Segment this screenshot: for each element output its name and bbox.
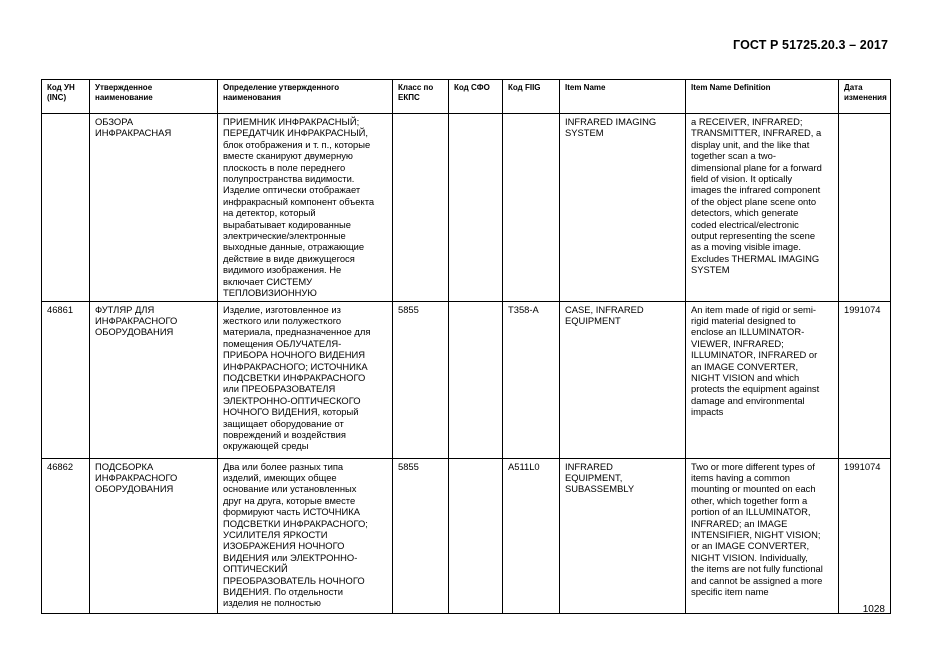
cell-class — [393, 301, 449, 458]
cell-item-definition — [686, 301, 839, 458]
page-number: 1028 — [862, 604, 885, 615]
cell-fiig — [503, 458, 560, 613]
cell-inc — [42, 301, 90, 458]
cell-fiig — [503, 114, 560, 302]
cell-definition — [218, 301, 393, 458]
cell-item-name — [560, 301, 686, 458]
cell-item-definition — [686, 114, 839, 302]
cell-class-text: 5855 — [398, 460, 419, 472]
cell-item-definition-text: a RECEIVER, INFRARED; TRANSMITTER, INFRARED, a display unit, and the like that together scan a two- dimensional plane for a forward field of vision. It optically images the infrared component of the object plane scene onto detectors, which generate coded electrical/electronic output representing the scene as a moving visible image. Excludes THERMAL IMAGING SYSTEM — [691, 116, 822, 276]
cell-fiig-text: T358-A — [508, 303, 539, 315]
header-inc: Код УН (INC) — [42, 80, 90, 114]
cell-date-text: 1991074 — [844, 303, 881, 315]
cell-sfo — [449, 301, 503, 458]
cell-item-name-text: INFRARED EQUIPMENT, SUBASSEMBLY — [565, 460, 635, 495]
cell-inc — [42, 114, 90, 302]
cell-approved-name-text: ОБЗОРА ИНФРАКРАСНАЯ — [95, 116, 172, 139]
table-row — [42, 301, 891, 458]
cell-definition — [218, 114, 393, 302]
nomenclature-table — [41, 79, 891, 614]
cell-item-name — [560, 114, 686, 302]
cell-approved-name — [90, 458, 218, 613]
cell-date — [839, 301, 891, 458]
header-approved-name-definition: Определение утвержденного наименования — [218, 80, 393, 114]
cell-class — [393, 114, 449, 302]
header-fiig-code: Код FIIG — [503, 80, 560, 114]
cell-approved-name-text: ФУТЛЯР ДЛЯ ИНФРАКРАСНОГО ОБОРУДОВАНИЯ — [95, 303, 178, 338]
cell-item-definition-text: An item made of rigid or semi- rigid material designed to enclose an ILLUMINATOR- VIEWER, INFRARED; ILLUMINATOR, INFRARED or an IMAGE CONVERTER, NIGHT VISION and which protects the equipment against damage and environmental impacts — [691, 303, 820, 418]
cell-item-name-text: CASE, INFRARED EQUIPMENT — [565, 303, 644, 326]
header-approved-name: Утвержденное наименование — [90, 80, 218, 114]
cell-inc — [42, 458, 90, 613]
header-item-name-definition: Item Name Definition — [686, 80, 839, 114]
cell-item-definition-text: Two or more different types of items having a common mounting or mounted on each other, which together form a portion of an ILLUMINATOR, INFRARED; an IMAGE INTENSIFIER, NIGHT VISION; or an IMAGE CONVERTER, NIGHT VISION. Individually, the items are not fully functional and cannot be assigned a more specific item name — [691, 460, 823, 597]
table-row — [42, 458, 891, 613]
header-sfo-code: Код СФО — [449, 80, 503, 114]
cell-approved-name — [90, 114, 218, 302]
cell-fiig — [503, 301, 560, 458]
cell-definition-text: Изделие, изготовленное из жесткого или полужесткого материала, предназначенное для помещения ОБЛУЧАТЕЛЯ- ПРИБОРА НОЧНОГО ВИДЕНИЯ ИНФРАКРАСНОГО; ИСТОЧНИКА ПОДСВЕТКИ ИНФРАКРАСНОГО или ПРЕОБРАЗОВАТЕЛЯ ЭЛЕКТРОННО-ОПТИЧЕСКОГО НОЧНОГО ВИДЕНИЯ, который защищает оборудование от повреждений и воздействия окружающей среды — [223, 303, 371, 452]
cell-date — [839, 458, 891, 613]
cell-item-name — [560, 458, 686, 613]
table-row — [42, 114, 891, 302]
cell-approved-name — [90, 301, 218, 458]
cell-fiig-text: A511L0 — [508, 460, 540, 472]
table-header-row — [42, 80, 891, 114]
cell-sfo — [449, 114, 503, 302]
cell-inc-text: 46862 — [47, 460, 74, 472]
cell-class — [393, 458, 449, 613]
cell-date — [839, 114, 891, 302]
header-item-name: Item Name — [560, 80, 686, 114]
cell-definition-text: ПРИЕМНИК ИНФРАКРАСНЫЙ; ПЕРЕДАТЧИК ИНФРАКРАСНЫЙ, блок отображения и т. п., которые вместе сканируют двумерную плоскость в поле переднего полупространства видимости. Изделие оптически отображает инфракрасный компонент объекта на детектор, который вырабатывает кодированные электрические/электронные выходные данные, отражающие действие в виде движущегося видимого изображения. Не включает СИСТЕМУ ТЕПЛОВИЗИОННУЮ — [223, 116, 375, 299]
cell-date-text: 1991074 — [844, 460, 881, 472]
cell-item-name-text: INFRARED IMAGING SYSTEM — [565, 116, 657, 139]
document-standard-code: ГОСТ Р 51725.20.3 – 2017 — [733, 38, 888, 52]
cell-inc-text: 46861 — [47, 303, 74, 315]
cell-definition — [218, 458, 393, 613]
header-change-date: Дата изменения — [839, 80, 891, 114]
cell-definition-text: Два или более разных типа изделий, имеющих общее основание или установленных друг на друга, которые вместе формируют часть ИСТОЧНИКА ПОДСВЕТКИ ИНФРАКРАСНОГО; УСИЛИТЕЛЯ ЯРКОСТИ ИЗОБРАЖЕНИЯ НОЧНОГО ВИДЕНИЯ или ЭЛЕКТРОННО- ОПТИЧЕСКИЙ ПРЕОБРАЗОВАТЕЛЬ НОЧНОГО ВИДЕНИЯ. По отдельности изделия не полностью — [223, 460, 368, 609]
cell-approved-name-text: ПОДСБОРКА ИНФРАКРАСНОГО ОБОРУДОВАНИЯ — [95, 460, 178, 495]
header-ekps-class: Класс по ЕКПС — [393, 80, 449, 114]
cell-item-definition — [686, 458, 839, 613]
cell-sfo — [449, 458, 503, 613]
cell-class-text: 5855 — [398, 303, 419, 315]
